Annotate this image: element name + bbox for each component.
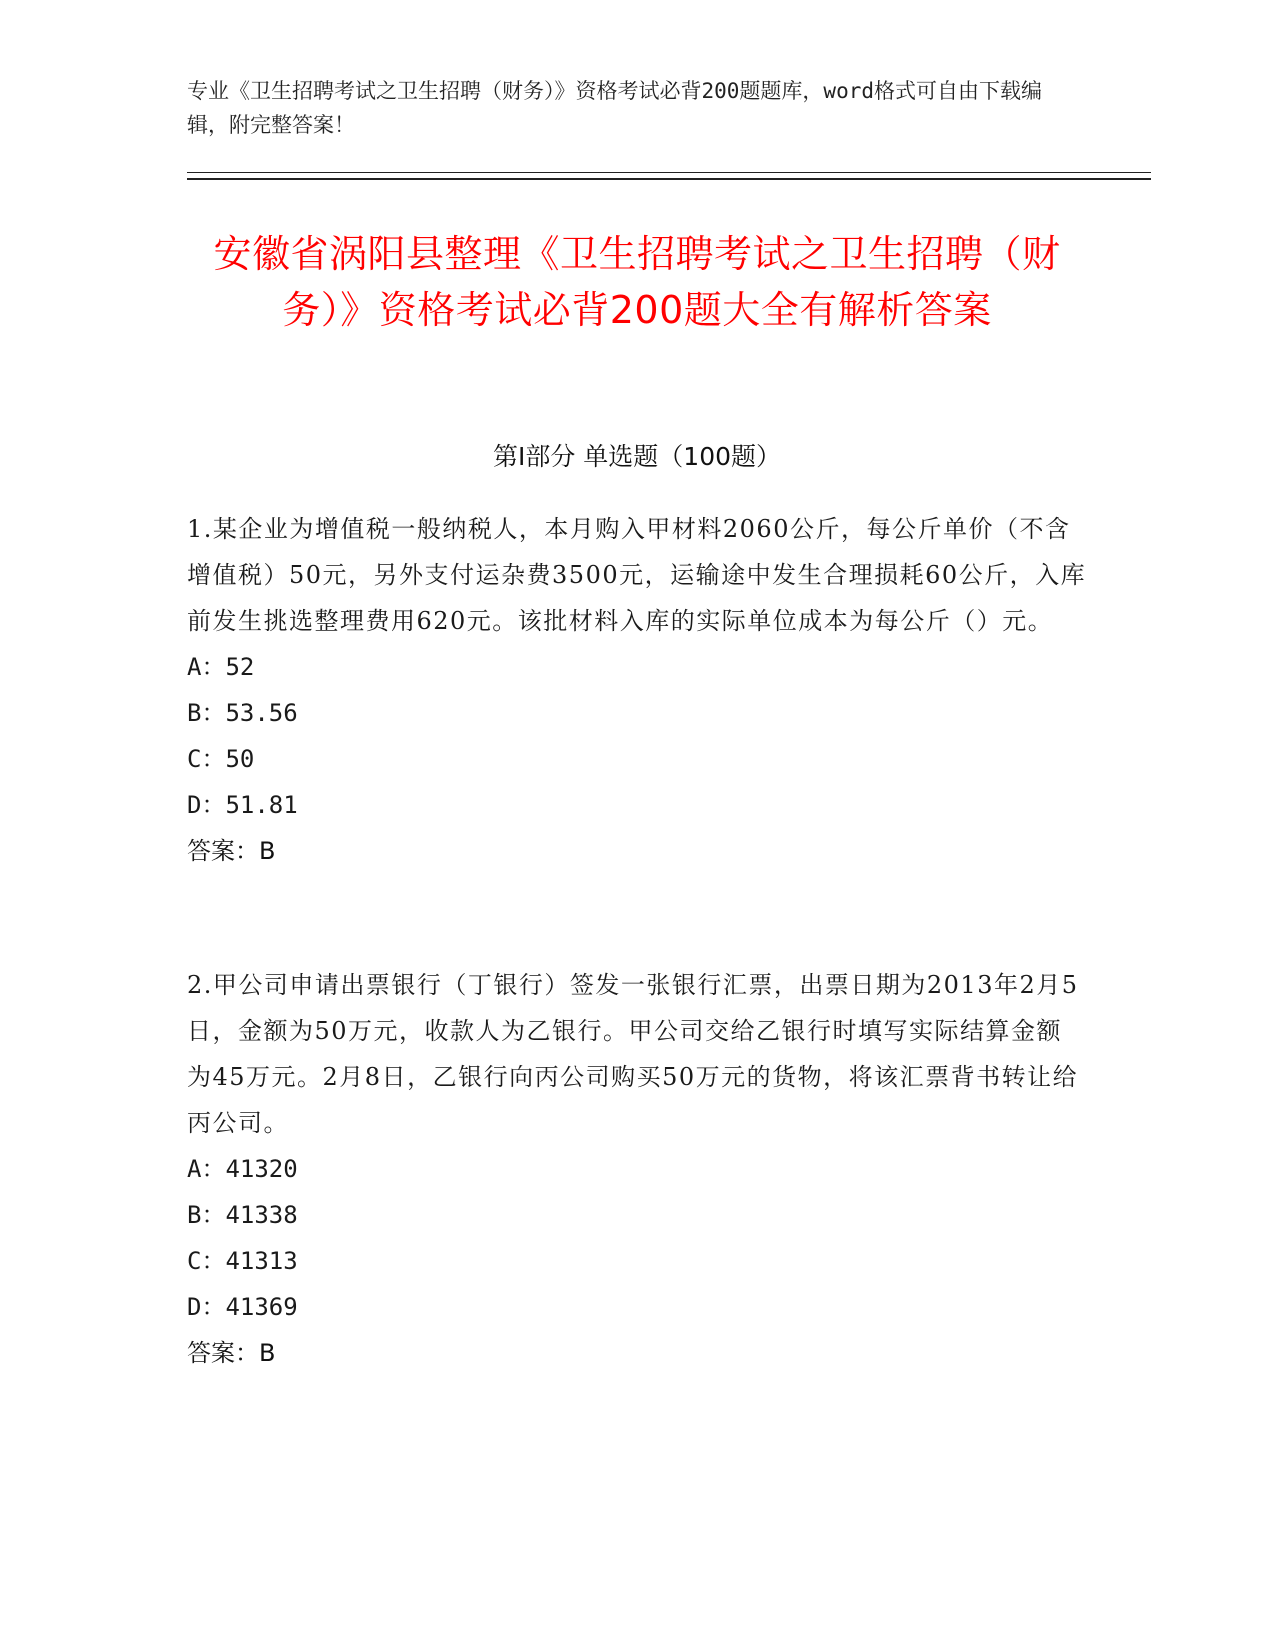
question-text: 1.某企业为增值税一般纳税人，本月购入甲材料2060公斤，每公斤单价（不含增值税）50元，另外支付运杂费3500元，运输途中发生合理损耗60公斤，入库前发生挑选整理费用620元。该批材料入库的实际单位成本为每公斤（）元。 bbox=[187, 515, 1087, 635]
option-b: B：53.56 bbox=[187, 699, 298, 727]
answer-label: 答案：B bbox=[187, 1339, 276, 1367]
option-a: A：41320 bbox=[187, 1155, 298, 1183]
question-2 bbox=[187, 962, 1087, 1376]
question-text: 2.甲公司申请出票银行（丁银行）签发一张银行汇票，出票日期为2013年2月5日，金额为50万元，收款人为乙银行。甲公司交给乙银行时填写实际结算金额为45万元。2月8日，乙银行向丙公司购买50万元的货物，将该汇票背书转让给丙公司。 bbox=[187, 971, 1079, 1137]
header-divider-bottom bbox=[187, 178, 1151, 180]
option-d: D：41369 bbox=[187, 1293, 298, 1321]
option-d: D：51.81 bbox=[187, 791, 298, 819]
option-b: B：41338 bbox=[187, 1201, 298, 1229]
option-c: C：50 bbox=[187, 745, 255, 773]
section-title: 第Ⅰ部分 单选题（100题） bbox=[492, 442, 782, 471]
header-divider-top bbox=[187, 172, 1151, 173]
option-a: A：52 bbox=[187, 653, 255, 681]
header-note: 专业《卫生招聘考试之卫生招聘（财务）》资格考试必背200题题库，word格式可自由下载编辑，附完整答案！ bbox=[187, 79, 1042, 137]
answer-label: 答案：B bbox=[187, 837, 276, 865]
question-1 bbox=[187, 506, 1087, 874]
option-c: C：41313 bbox=[187, 1247, 298, 1275]
document-title: 安徽省涡阳县整理《卫生招聘考试之卫生招聘（财务）》资格考试必背200题大全有解析答案 bbox=[213, 232, 1061, 332]
